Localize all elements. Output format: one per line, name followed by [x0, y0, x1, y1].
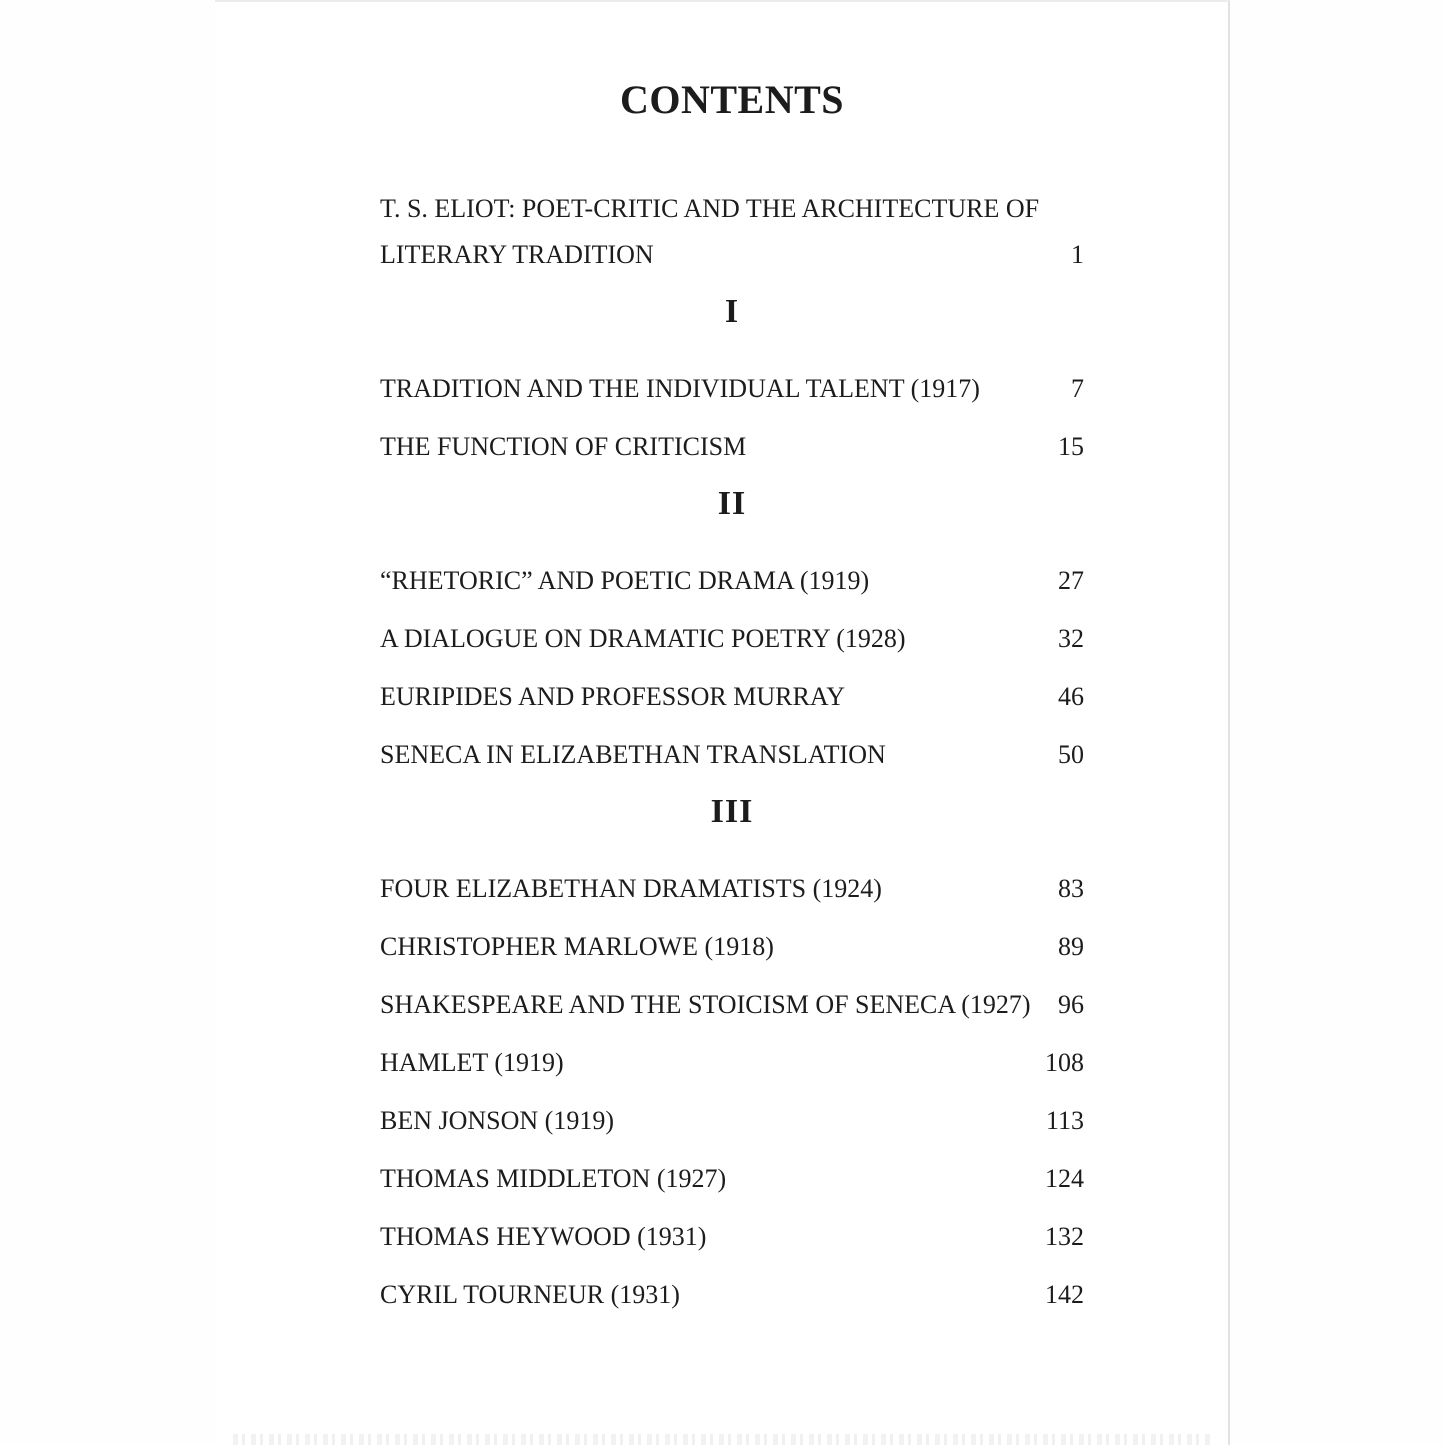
- toc-entry: [380, 616, 1084, 662]
- toc-entry-label: “RHETORIC” AND POETIC DRAMA (1919): [380, 566, 870, 595]
- toc-entry: [380, 186, 1084, 278]
- toc-entry-page-number: 142: [1045, 1280, 1084, 1309]
- contents-page: [215, 0, 1230, 1445]
- toc-entry-label: THE FUNCTION OF CRITICISM: [380, 432, 747, 461]
- toc-entry-page-number: 50: [1058, 740, 1084, 769]
- toc-entry: [380, 1272, 1084, 1318]
- section-heading-1: I: [724, 293, 740, 330]
- toc-entry: [380, 924, 1084, 970]
- toc-entry: [380, 1214, 1084, 1260]
- toc-entry-label: BEN JONSON (1919): [380, 1106, 614, 1135]
- toc-entry-label: SENECA IN ELIZABETHAN TRANSLATION: [380, 740, 886, 769]
- toc-entry-label: A DIALOGUE ON DRAMATIC POETRY (1928): [380, 624, 906, 653]
- cutoff-next-line-artifact: [233, 1434, 1212, 1445]
- toc-entry-label: EURIPIDES AND PROFESSOR MURRAY: [380, 682, 845, 711]
- toc-entry-page-number: 132: [1045, 1222, 1084, 1251]
- toc-entry: [380, 1040, 1084, 1086]
- toc-entry-page-number: 7: [1071, 374, 1084, 403]
- page-title: CONTENTS: [619, 77, 845, 122]
- toc-entry: [380, 558, 1084, 604]
- toc-entry: [380, 982, 1084, 1028]
- toc-entry-page-number: 108: [1045, 1048, 1084, 1077]
- toc-entry-page-number: 89: [1058, 932, 1084, 961]
- toc-entry-page-number: 96: [1058, 990, 1084, 1019]
- toc-entry-page-number: 124: [1045, 1164, 1084, 1193]
- toc-entry-page-number: 46: [1058, 682, 1084, 711]
- toc-entry-page-number: 15: [1058, 432, 1084, 461]
- toc-entry: [380, 1098, 1084, 1144]
- toc-entry: [380, 424, 1084, 470]
- toc-entry-page-number: 1: [1071, 240, 1084, 269]
- toc-entry-label-line2: LITERARY TRADITION: [380, 240, 654, 269]
- section-heading-2: II: [717, 485, 747, 522]
- toc-entry-label: [380, 186, 1039, 278]
- toc-entry-label: THOMAS MIDDLETON (1927): [380, 1164, 727, 1193]
- toc-entry-label-line1: T. S. ELIOT: POET-CRITIC AND THE ARCHITECTURE OF: [380, 194, 1040, 223]
- toc-entry-label: FOUR ELIZABETHAN DRAMATISTS (1924): [380, 874, 882, 903]
- toc-entry: [380, 674, 1084, 720]
- toc-entry: [380, 732, 1084, 778]
- toc-entry-label: TRADITION AND THE INDIVIDUAL TALENT (1917): [380, 374, 980, 403]
- section-heading-3: III: [710, 793, 754, 830]
- toc-entry-page-number: 27: [1058, 566, 1084, 595]
- toc-entry-label: CYRIL TOURNEUR (1931): [380, 1280, 680, 1309]
- toc-entry-page-number: 113: [1045, 1106, 1084, 1135]
- toc-entry-page-number: 32: [1058, 624, 1084, 653]
- toc-entry-label: CHRISTOPHER MARLOWE (1918): [380, 932, 774, 961]
- toc-entry: [380, 866, 1084, 912]
- toc-entry-label: SHAKESPEARE AND THE STOICISM OF SENECA (1927): [380, 990, 1031, 1019]
- toc-entry-label: THOMAS HEYWOOD (1931): [380, 1222, 707, 1251]
- toc-entry: [380, 366, 1084, 412]
- toc-entry-label: HAMLET (1919): [380, 1048, 564, 1077]
- toc-entry: [380, 1156, 1084, 1202]
- toc-entry-page-number: 83: [1058, 874, 1084, 903]
